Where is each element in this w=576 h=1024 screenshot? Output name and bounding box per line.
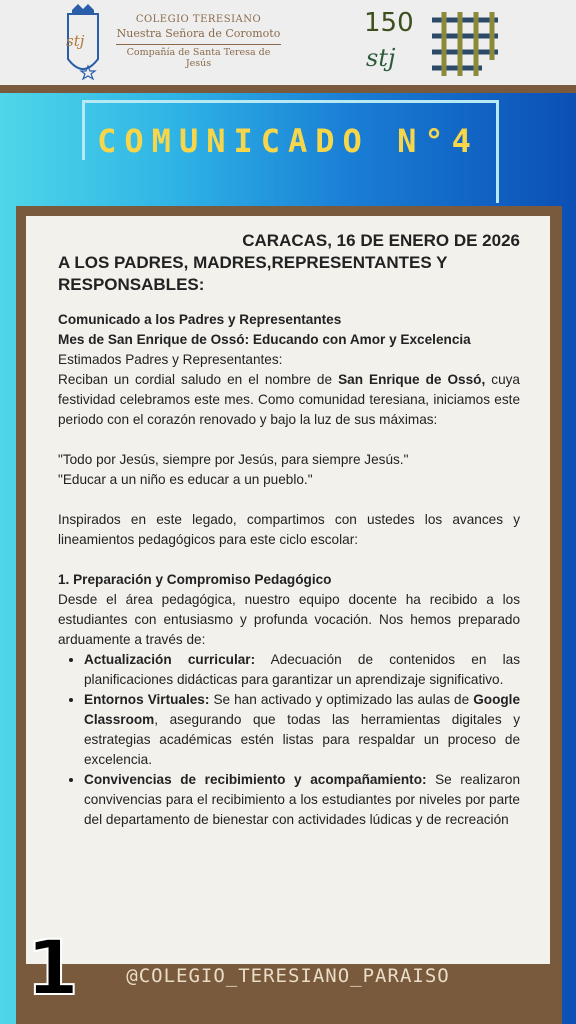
- letter-body: [58, 230, 520, 830]
- school-crest-logo: [58, 4, 108, 82]
- list-item: [84, 690, 520, 770]
- bullet-text: Adecuación de contenidos en las planificaciones didácticas para garantizar un aprendizaje significativo.: [84, 652, 520, 687]
- page-number: 1: [26, 923, 79, 1012]
- letter-date: CARACAS, 16 DE ENERO DE 2026: [242, 231, 520, 250]
- bullet-label: Convivencias de recibimiento y acompañamiento:: [84, 772, 427, 787]
- celtic-knot-icon: [422, 8, 508, 80]
- header-stripe: [0, 85, 576, 93]
- section1-body: Desde el área pedagógica, nuestro equipo docente ha recibido a los estudiantes con entusiasmo y profunda vocación. Nos hemos preparado arduamente a través de:: [58, 592, 520, 647]
- quote-1: "Todo por Jesús, siempre por Jesús, para siempre Jesús.": [58, 452, 409, 467]
- school-name-line1: COLEGIO TERESIANO: [135, 14, 262, 25]
- list-item: [84, 770, 520, 830]
- section1-title: 1. Preparación y Compromiso Pedagógico: [58, 572, 332, 587]
- footer-handle: @COLEGIO_TERESIANO_PARAISO: [126, 965, 450, 987]
- inspired-paragraph: Inspirados en este legado, compartimos con ustedes los avances y lineamientos pedagógicos para este ciclo escolar:: [58, 512, 520, 547]
- quote-2: "Educar a un niño es educar a un pueblo.": [58, 472, 313, 487]
- greeting: Estimados Padres y Representantes:: [58, 352, 283, 367]
- subject-line2: Mes de San Enrique de Ossó: Educando con Amor y Excelencia: [58, 332, 471, 347]
- school-name: [116, 14, 281, 69]
- anniversary-number: 150: [364, 8, 414, 38]
- page-title: COMUNICADO N°4: [97, 122, 479, 160]
- bullet-text: Se realizaron convivencias para el recibimiento a los estudiantes por niveles por parte del departamento de bienestar con actividades lúdicas y de recreación: [84, 772, 521, 827]
- anniversary-logo: [362, 4, 512, 84]
- subject-line1: Comunicado a los Padres y Representantes: [58, 312, 342, 327]
- bullet-highlight: Google Classroom: [84, 692, 521, 727]
- bullet-label: Actualización curricular:: [84, 652, 256, 667]
- section1-list: [58, 650, 520, 830]
- list-item: [84, 650, 520, 690]
- intro-saint-name: San Enrique de Ossó,: [338, 372, 486, 387]
- crest-monogram: stj: [66, 32, 85, 50]
- anniversary-mark: stj: [366, 44, 396, 72]
- intro-paragraph: [58, 370, 520, 430]
- bullet-text: , asegurando que todas las herramientas digitales y estrategias académicas estén listas para respaldar un proceso de excelencia.: [84, 712, 520, 767]
- letter-addressee: A LOS PADRES, MADRES,REPRESENTANTES Y RESPONSABLES:: [58, 253, 448, 294]
- school-name-line2: Nuestra Señora de Coromoto: [116, 27, 281, 40]
- bullet-text: Se han activado y optimizado las aulas de: [209, 692, 474, 707]
- intro-text-c: cuya festividad celebramos este mes. Como comunidad teresiana, iniciamos este periodo con el corazón renovado y bajo la luz de sus máximas:: [58, 372, 520, 427]
- school-name-line3: Compañía de Santa Teresa de Jesús: [116, 44, 281, 69]
- bullet-label: Entornos Virtuales:: [84, 692, 210, 707]
- header-bar: [0, 0, 576, 88]
- intro-text-a: Reciban un cordial saludo en el nombre de: [58, 372, 339, 387]
